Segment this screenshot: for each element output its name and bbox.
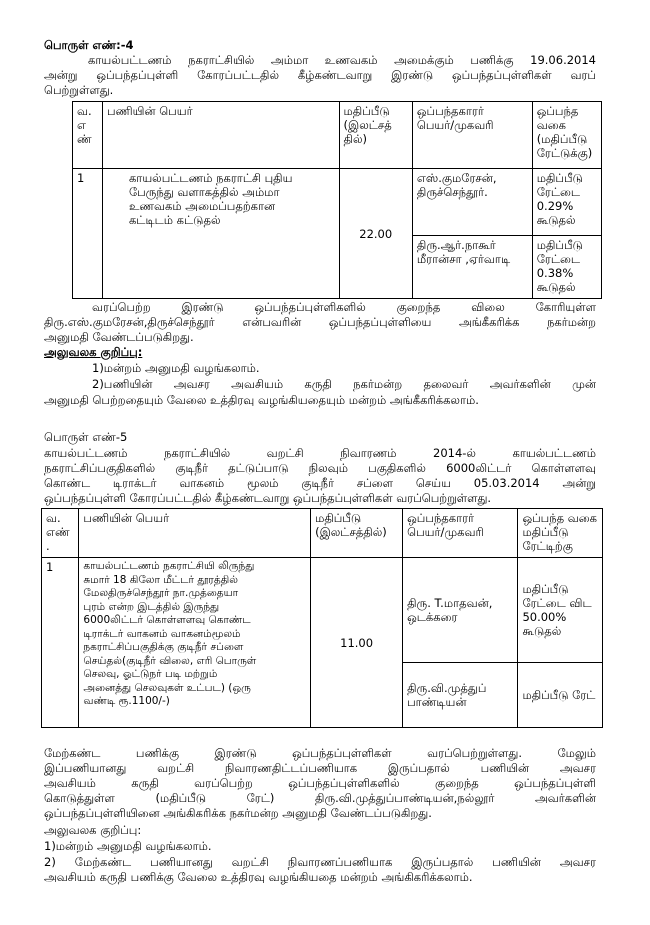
item5-intro-line-2: நகராட்சிப்பகுதிகளில் குடிநீர் தட்டுப்பாடு நிலவும் பகுதிகளில் 6000லிட்டர் கொள்ளளவு	[44, 461, 596, 475]
item5-after-line-1: மேற்கண்ட பணிக்கு இரண்டு ஒப்பந்தப்புள்ளிகள் வரப்பெற்றுள்ளது. மேலும்	[44, 746, 596, 760]
item5-note-heading: அலுவலக குறிப்பு:	[44, 823, 142, 837]
item5-tender-table	[41, 508, 603, 728]
item5-note-1: 1)மன்றம் அனுமதி வழங்கலாம்.	[44, 839, 212, 853]
item5-note-2: 2) மேற்கண்ட பணியானது வறட்சி நிவாரணப்பணியாக இருப்பதால் பணியின் அவசர	[44, 855, 596, 869]
item5-after-line-3: அவசியம் கருதி வரப்பெற்ற ஒப்பந்தப்புள்ளிகளில் குறைந்த ஒப்பந்தப்புள்ளி	[44, 776, 596, 790]
item5-intro-line-1: காயல்பட்டணம் நகராட்சியில் வறட்சி நிவாரணம் 2014-ல் காயல்பட்டணம்	[44, 446, 596, 460]
item4-note-heading: அலுவலக குறிப்பு:	[44, 345, 143, 359]
item5-intro-line-3: கொண்ட டிராக்டர் வாகனம் மூலம் குடிநீர் சப்ளை செய்ய 05.03.2014 அன்று	[44, 476, 596, 490]
item5-after-line-2: இப்பணியானது வறட்சி நிவாரணதிட்டப்பணியாக இருப்பதால் பணியின் அவசர	[44, 761, 596, 775]
bid-2-contractor: திரு.வி.முத்துப் பாண்டியன்	[403, 663, 518, 728]
row-sno: 1	[73, 169, 103, 299]
item4-intro-line-3: பெற்றுள்ளது.	[44, 83, 114, 97]
header-estimate: மதிப்பீடு (இலட்சத்தில்)	[311, 509, 403, 558]
table-header-row	[42, 509, 603, 558]
item4-heading: பொருள் எண்:-4	[44, 38, 134, 52]
table-header-row	[73, 102, 602, 169]
header-sno: வ. எண் .	[42, 509, 79, 558]
header-sno: வ. எ ண்	[73, 102, 103, 169]
header-contractor: ஒப்பந்தகாரர் பெயர்/முகவரி	[403, 509, 518, 558]
row-estimate: 11.00	[311, 558, 403, 728]
bid-2-rate: மதிப்பீடு ரேட்டை 0.38% கூடுதல்	[532, 236, 601, 299]
header-estimate: மதிப்பீடு (இலட்சத் தில்)	[339, 102, 412, 169]
bid-1-contractor: எஸ்.குமரேசன், திருச்செந்தூர்.	[412, 169, 532, 236]
row-work-name: காயல்பட்டணம் நகராட்சியி லிருந்து சுமார் 18 கிலோ மீட்டர் தூரத்தில் மேலதிருச்செந்தூர் நா.முத்தையா புரம் என்ற இடத்தில் இருந்து 6000லிட்டர் கொள்ளளவு கொண்ட டிராக்டர் வாகனம் வாகனம்மூலம் நகராட்சிப்பகுதிக்கு குடிநீர் சப்ளை செய்தல்(குடிநீர் விலை, எரி பொருள் செலவு, ஓட்டுநர் படி மற்றும் அனைத்து செலவுகள் உட்பட) (ஒரு வண்டி ரூ.1100/-)	[79, 558, 311, 728]
row-estimate: 22.00	[339, 169, 412, 299]
bid-2-contractor: திரு.ஆர்.நாகூர் மீரான்சா ,ஏர்வாடி	[412, 236, 532, 299]
header-rate-type: ஒப்பந்த வகை மதிப்பீடு ரேட்டிற்கு	[518, 509, 603, 558]
row-work-name: காயல்பட்டணம் நகராட்சி புதிய பேருந்து வளாகத்தில் அம்மா உணவகம் அமைப்பதற்கான கட்டிடம் கட்டுதல்	[102, 169, 339, 299]
item4-note-1: 1)மன்றம் அனுமதி வழங்கலாம்.	[92, 361, 260, 375]
item4-note-2: 2)பணியின் அவசர அவசியம் கருதி நகர்மன்ற தலைவர் அவர்களின் முன்	[92, 377, 596, 391]
item5-after-line-5: ஒப்பந்தப்புள்ளியினை அங்கிகரிக்க நகர்மன்ற அனுமதி வேண்டப்படுகிறது.	[44, 806, 432, 820]
item5-after-line-4: கொடுத்துள்ள (மதிப்பீடு ரேட்) திரு.வி.முத்துப்பாண்டியன்,நல்லூர் அவர்களின்	[44, 791, 596, 805]
item4-intro-line-1: காயல்பட்டணம் நகராட்சியில் அம்மா உணவகம் அமைக்கும் பணிக்கு 19.06.2014	[88, 53, 596, 67]
bid-1-rate: மதிப்பீடு ரேட்டை 0.29% கூடுதல்	[532, 169, 601, 236]
header-work-name: பணியின் பெயர்	[102, 102, 339, 169]
item5-heading: பொருள் எண்-5	[44, 430, 128, 444]
item4-tender-table	[72, 101, 602, 299]
header-contractor: ஒப்பந்தகாரர் பெயர்/முகவரி	[412, 102, 532, 169]
bid-1-contractor: திரு. T.மாதவன், ஒடக்கரை	[403, 558, 518, 663]
table-row	[42, 558, 603, 663]
item5-note-3: அவசியம் கருதி பணிக்கு வேலை உத்திரவு வழங்கியதை மன்றம் அங்கிகரிக்கலாம்.	[44, 870, 473, 884]
item4-after-line-1: வரப்பெற்ற இரண்டு ஒப்பந்தப்புள்ளிகளில் குறைந்த விலை கோரியுள்ள	[92, 300, 596, 314]
header-rate-type: ஒப்பந்த வகை (மதிப்பீடு ரேட்டுக்கு)	[532, 102, 601, 169]
header-work-name: பணியின் பெயர்	[79, 509, 311, 558]
item4-after-line-2: திரு.எஸ்.குமரேசன்,திருச்செந்தூர் என்பவரின் ஒப்பந்தப்புள்ளியை அங்கீகரிக்க நகர்மன்ற	[44, 315, 596, 329]
bid-2-rate: மதிப்பீடு ரேட்	[518, 663, 603, 728]
table-row	[73, 169, 602, 236]
item4-note-3: அனுமதி பெற்றதையும் வேலை உத்திரவு வழங்கியதையும் மன்றம் அங்கீகரிக்கலாம்.	[44, 393, 479, 407]
bid-1-rate: மதிப்பீடு ரேட்டை விட 50.00% கூடுதல்	[518, 558, 603, 663]
row-sno: 1	[42, 558, 79, 728]
item5-intro-line-4: ஒப்பந்தப்புள்ளி கோரப்பட்டதில் கீழ்கண்டவாறு ஒப்பந்தப்புள்ளிகள் வரப்பெற்றுள்ளது.	[44, 491, 492, 505]
item4-intro-line-2: அன்று ஒப்பந்தப்புள்ளி கோரப்பட்டதில் கீழ்கண்டவாறு இரண்டு ஒப்பந்தப்புள்ளிகள் வரப்	[44, 68, 596, 82]
item4-after-line-3: அனுமதி வேண்டப்படுகிறது.	[44, 330, 194, 344]
